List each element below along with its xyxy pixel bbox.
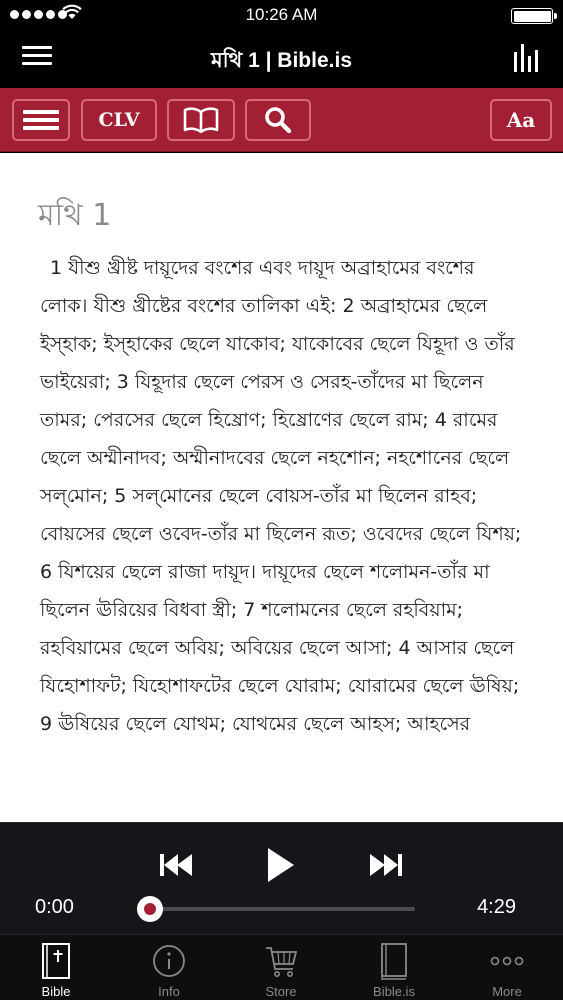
tab-bible-is[interactable] [338, 935, 450, 1000]
status-bar [0, 0, 563, 30]
tab-label: Info [158, 984, 180, 999]
elapsed-time: 0:00 [35, 896, 74, 918]
search-button[interactable] [245, 99, 311, 141]
next-track-icon[interactable] [368, 852, 402, 878]
scripture-content[interactable] [0, 153, 563, 823]
tab-store[interactable] [225, 935, 337, 1000]
progress-thumb[interactable] [137, 896, 163, 922]
book-button[interactable] [167, 99, 235, 141]
tab-label: More [492, 984, 522, 999]
audio-player [0, 822, 563, 934]
tab-bar [0, 934, 563, 1000]
search-icon [264, 106, 292, 134]
status-time: 10:26 AM [245, 5, 318, 24]
total-time: 4:29 [477, 896, 516, 918]
progress-track[interactable] [150, 907, 415, 911]
list-icon [23, 106, 59, 134]
font-size-button[interactable]: Aa [490, 99, 552, 141]
bible-icon [38, 941, 74, 981]
page-title: মথি 1 | Bible.is [210, 49, 352, 72]
tab-more[interactable] [451, 935, 563, 1000]
cart-icon [263, 941, 299, 981]
version-button[interactable]: CLV [81, 99, 157, 141]
previous-track-icon[interactable] [160, 852, 194, 878]
info-icon [151, 941, 187, 981]
tab-label: Store [265, 984, 297, 999]
tab-label: Bible [41, 984, 71, 999]
audio-bars-icon[interactable] [513, 44, 539, 72]
navigation-bar [0, 30, 563, 88]
reader-toolbar [0, 88, 563, 152]
tab-label: Bible.is [373, 984, 415, 999]
open-book-icon [183, 107, 219, 133]
tab-info[interactable] [113, 935, 225, 1000]
chapter-menu-button[interactable] [12, 99, 70, 141]
chapter-title: মথি 1 [38, 198, 112, 233]
battery-icon [511, 8, 553, 24]
book-icon [376, 941, 412, 981]
more-icon [489, 941, 525, 981]
play-icon[interactable] [266, 846, 296, 884]
verse-text[interactable]: 1 যীশু খ্রীষ্ট দায়ূদের বংশের এবং দায়ূদ অব্রাহামের বংশের লোক। যীশু খ্রীষ্টের বংশের তালিকা এই: 2 অব্রাহামের ছেলে ইস্‌হাক; ইস্‌হাকের ছেলে যাকোব; যাকোবের ছেলে যিহূদা ও তাঁর ভাইয়েরা; 3 যিহূদার ছেলে পেরস ও সেরহ-তাঁদের মা ছিলেন তামর; পেরসের ছেলে হিষ্রোণ; হিষ্রোণের ছেলে রাম; 4 রামের ছেলে অম্মীনাদব; অম্মীনাদবের ছেলে নহশোন; নহশোনের ছেলে সল্‌মোন; 5 সল্‌মোনের ছেলে বোয়স-তাঁর মা ছিলেন রাহব; বোয়সের ছেলে ওবেদ-তাঁর মা ছিলেন রূত; ওবেদের ছেলে যিশয়; 6 যিশয়ের ছেলে রাজা দায়ূদ। দায়ূদের ছেলে শলোমন-তাঁর মা ছিলেন ঊরিয়ের বিধবা স্ত্রী; 7 শলোমনের ছেলে রহবিয়াম; রহবিয়ামের ছেলে অবিয়; অবিয়ের ছেলে আসা; 4 আসার ছেলে যিহোশাফট; যিহোশাফটের ছেলে যোরাম; যোরামের ছেলে ঊষিয়; 9 ঊষিয়ের ছেলে যোথম; যোথমের ছেলে আহস; আহসের [40, 257, 522, 735]
tab-bible[interactable] [0, 935, 112, 1000]
